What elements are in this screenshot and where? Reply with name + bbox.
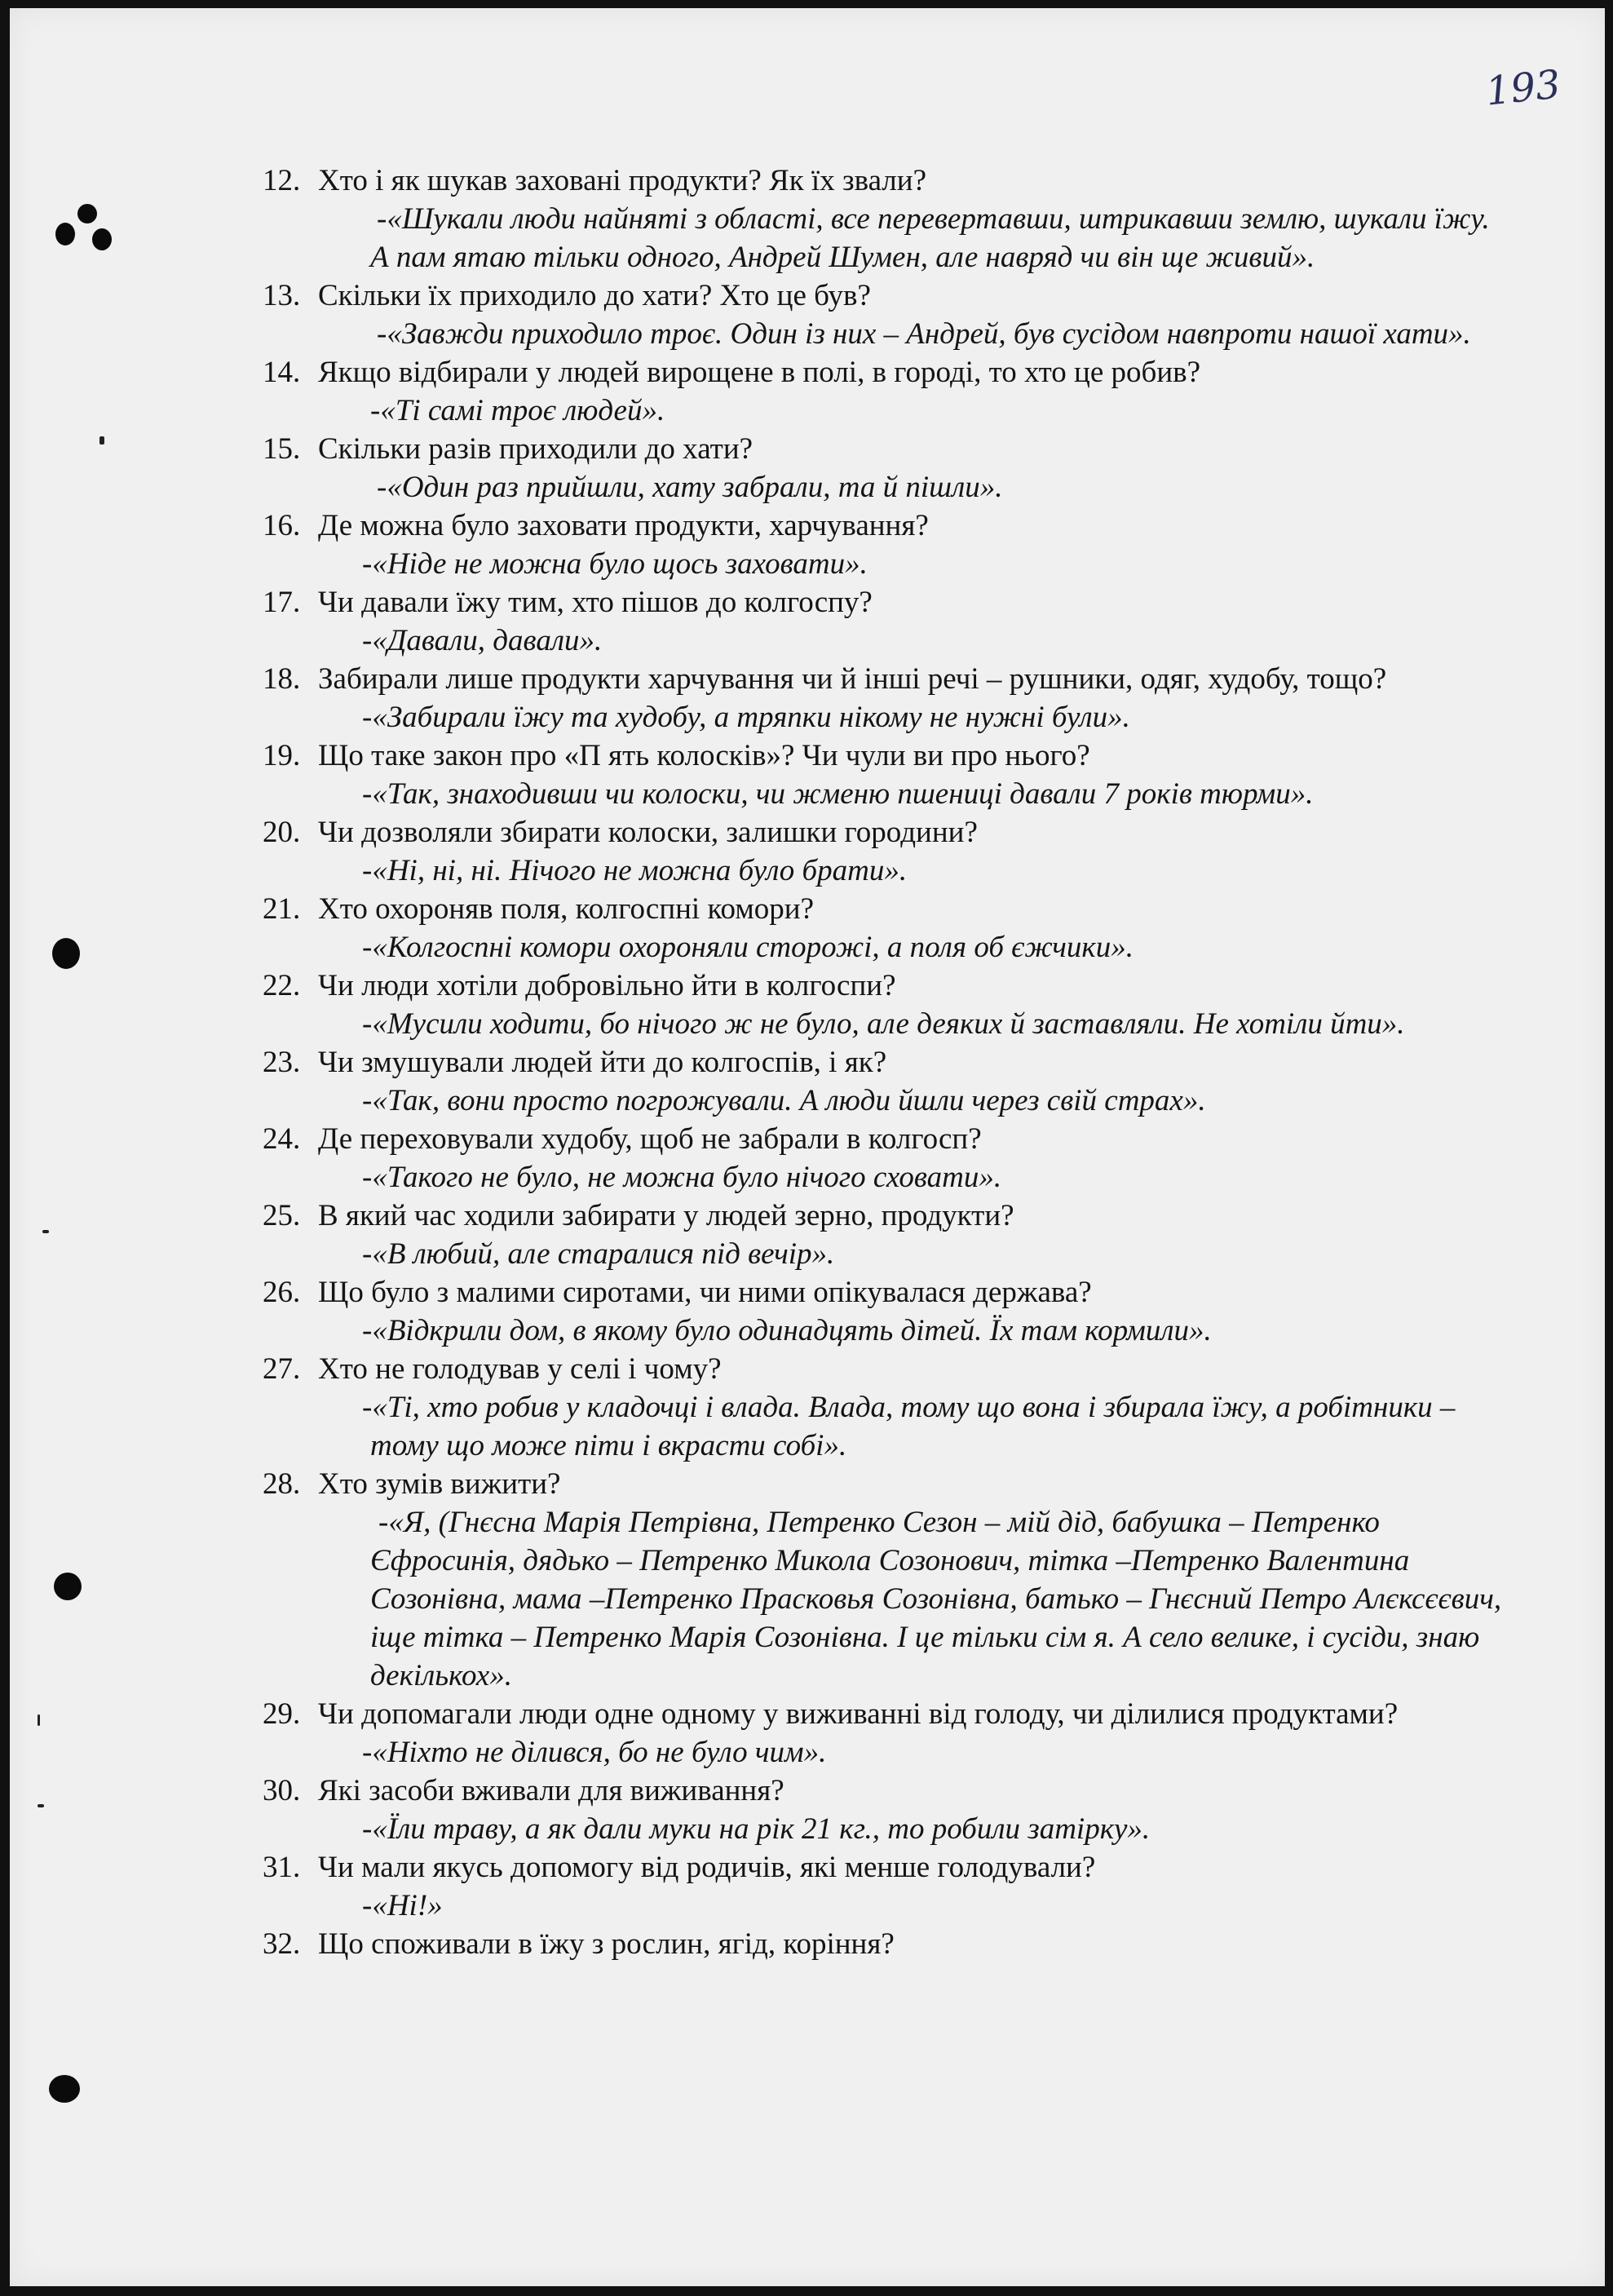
answer-text: -«Забирали їжу та худобу, а тряпки нікому не нужні були». bbox=[362, 701, 1130, 734]
question bbox=[263, 660, 1502, 698]
handwritten-page-number: 193 bbox=[1483, 61, 1563, 115]
question-number: 15. bbox=[263, 432, 301, 466]
question-text: Хто зумів вижити? bbox=[318, 1467, 561, 1501]
question-text: Чи змушували людей йти до колгоспів, і як? bbox=[318, 1046, 887, 1079]
answer-text: -«В любий, але старалися під вечір». bbox=[362, 1237, 835, 1271]
question bbox=[263, 1350, 1502, 1388]
question bbox=[263, 890, 1502, 928]
question-number: 32. bbox=[263, 1927, 301, 1961]
question-number: 18. bbox=[263, 662, 301, 696]
question bbox=[263, 967, 1502, 1005]
question bbox=[263, 1465, 1502, 1503]
question-text: Скільки їх приходило до хати? Хто це був? bbox=[318, 279, 871, 312]
question-text: Чи давали їжу тим, хто пішов до колгоспу? bbox=[318, 586, 873, 619]
question-number: 25. bbox=[263, 1199, 301, 1232]
answer-text: -«Ніхто не ділився, бо не було чим». bbox=[362, 1736, 827, 1769]
question-text: Скільки разів приходили до хати? bbox=[318, 432, 753, 466]
punch-hole bbox=[55, 223, 75, 246]
margin-speck bbox=[38, 1804, 44, 1807]
question-number: 28. bbox=[263, 1467, 301, 1501]
question bbox=[263, 1273, 1502, 1312]
qa-item bbox=[263, 660, 1502, 737]
qa-item bbox=[263, 353, 1502, 430]
margin-speck bbox=[99, 436, 104, 445]
qa-item bbox=[263, 1465, 1502, 1695]
answer-text: -«Мусили ходити, бо нічого ж не було, але деяких й заставляли. Не хотіли йти». bbox=[362, 1007, 1405, 1041]
question-text: Що таке закон про «П ять колосків»? Чи чули ви про нього? bbox=[318, 739, 1090, 772]
answer-text: -«Ті, хто робив у кладочці і влада. Влада, тому що вона і збирала їжу, а робітники – тому що може піти і вкрасти собі». bbox=[362, 1391, 1456, 1462]
question-number: 27. bbox=[263, 1352, 301, 1386]
question bbox=[263, 430, 1502, 468]
answer-text: -«Відкрили дом, в якому було одинадцять дітей. Їх там кормили». bbox=[362, 1314, 1212, 1347]
qa-item bbox=[263, 583, 1502, 660]
question bbox=[263, 276, 1502, 315]
qa-item bbox=[263, 967, 1502, 1043]
answer-text: -«Ті самі троє людей». bbox=[370, 394, 665, 427]
question bbox=[263, 583, 1502, 622]
answer-text: -«Завжди приходило троє. Один із них – Андрей, був сусідом навпроти нашої хати». bbox=[377, 317, 1471, 351]
qa-item bbox=[263, 1043, 1502, 1120]
qa-item bbox=[263, 1772, 1502, 1848]
qa-item bbox=[263, 1695, 1502, 1772]
qa-item bbox=[263, 737, 1502, 813]
punch-hole bbox=[52, 938, 80, 969]
answer-text: -«Ні!» bbox=[362, 1889, 443, 1922]
question-number: 20. bbox=[263, 816, 301, 849]
qa-item bbox=[263, 1925, 1502, 1963]
question bbox=[263, 507, 1502, 545]
answer-text: -«Так, знаходивши чи колоски, чи жменю пшениці давали 7 років тюрми». bbox=[362, 777, 1314, 811]
question-text: Забирали лише продукти харчування чи й інші речі – рушники, одяг, худобу, тощо? bbox=[318, 662, 1387, 696]
question-text: Що споживали в їжу з рослин, ягід, коріння? bbox=[318, 1927, 895, 1961]
question-number: 22. bbox=[263, 969, 301, 1002]
question-number: 26. bbox=[263, 1276, 301, 1309]
question bbox=[263, 1925, 1502, 1963]
qa-item bbox=[263, 813, 1502, 890]
question-number: 14. bbox=[263, 356, 301, 389]
qa-item bbox=[263, 276, 1502, 353]
question bbox=[263, 161, 1502, 200]
answer-text: -«Їли траву, а як дали муки на рік 21 кг., то робили затірку». bbox=[362, 1812, 1151, 1846]
answer-text: -«Один раз прийшли, хату забрали, та й пішли». bbox=[377, 471, 1003, 504]
answer-text: -«Ніде не можна було щось заховати». bbox=[362, 547, 868, 581]
qa-item bbox=[263, 1848, 1502, 1925]
question-text: Хто не голодував у селі і чому? bbox=[318, 1352, 722, 1386]
question-number: 30. bbox=[263, 1774, 301, 1807]
qa-item bbox=[263, 1120, 1502, 1197]
question bbox=[263, 1043, 1502, 1082]
qa-item bbox=[263, 161, 1502, 276]
question-number: 19. bbox=[263, 739, 301, 772]
qa-item bbox=[263, 430, 1502, 507]
question-text: Чи люди хотіли добровільно йти в колгоспи? bbox=[318, 969, 896, 1002]
margin-speck bbox=[38, 1714, 40, 1726]
question-text: В який час ходили забирати у людей зерно, продукти? bbox=[318, 1199, 1014, 1232]
question bbox=[263, 1848, 1502, 1887]
question-number: 29. bbox=[263, 1697, 301, 1731]
question-text: Чи мали якусь допомогу від родичів, які менше голодували? bbox=[318, 1851, 1096, 1884]
question bbox=[263, 1772, 1502, 1810]
questionnaire-list bbox=[263, 161, 1502, 1963]
punch-hole bbox=[49, 2075, 80, 2103]
document-page bbox=[10, 8, 1605, 2286]
qa-item bbox=[263, 890, 1502, 967]
question-number: 12. bbox=[263, 164, 301, 197]
margin-speck bbox=[42, 1230, 49, 1233]
question-number: 23. bbox=[263, 1046, 301, 1079]
question-number: 16. bbox=[263, 509, 301, 542]
answer-text: -«Я, (Гнєсна Марія Петрівна, Петренко Сезон – мій дід, бабушка – Петренко Єфросинія, дядько – Петренко Микола Созонович, тітка –Петренко Валентина Созонівна, мама –Петренко Прасковья Созонівна, батько – Гнєсний Петро Алєксєєвич, іще тітка – Петренко Марія Созонівна. І це тільки сім я. А село велике, і сусіди, знаю декількох». bbox=[370, 1506, 1502, 1692]
question-number: 31. bbox=[263, 1851, 301, 1884]
question-text: Хто охороняв поля, колгоспні комори? bbox=[318, 892, 814, 926]
question-number: 21. bbox=[263, 892, 301, 926]
question-text: Чи допомагали люди одне одному у виживанні від голоду, чи ділилися продуктами? bbox=[318, 1697, 1399, 1731]
question-text: Якщо відбирали у людей вирощене в полі, в городі, то хто це робив? bbox=[318, 356, 1201, 389]
question-text: Де можна було заховати продукти, харчування? bbox=[318, 509, 929, 542]
question bbox=[263, 353, 1502, 392]
question bbox=[263, 813, 1502, 852]
question bbox=[263, 1695, 1502, 1733]
question-number: 24. bbox=[263, 1122, 301, 1156]
question-number: 17. bbox=[263, 586, 301, 619]
answer-text: -«Ні, ні, ні. Нічого не можна було брати». bbox=[362, 854, 908, 887]
question bbox=[263, 737, 1502, 775]
punch-hole bbox=[92, 228, 112, 250]
question-text: Які засоби вживали для виживання? bbox=[318, 1774, 784, 1807]
punch-hole bbox=[77, 204, 97, 223]
question-number: 13. bbox=[263, 279, 301, 312]
qa-item bbox=[263, 507, 1502, 583]
qa-item bbox=[263, 1197, 1502, 1273]
question-text: Хто і як шукав заховані продукти? Як їх звали? bbox=[318, 164, 926, 197]
answer-text: -«Такого не було, не можна було нічого сховати». bbox=[362, 1161, 1002, 1194]
qa-item bbox=[263, 1350, 1502, 1465]
answer-text: -«Колгоспні комори охороняли сторожі, а поля об єжчики». bbox=[362, 931, 1134, 964]
question bbox=[263, 1197, 1502, 1235]
answer-text: -«Давали, давали». bbox=[362, 624, 603, 657]
question bbox=[263, 1120, 1502, 1158]
question-text: Чи дозволяли збирати колоски, залишки городини? bbox=[318, 816, 978, 849]
answer-text: -«Так, вони просто погрожували. А люди йшли через свій страх». bbox=[362, 1084, 1206, 1117]
question-text: Що було з малими сиротами, чи ними опікувалася держава? bbox=[318, 1276, 1092, 1309]
qa-item bbox=[263, 1273, 1502, 1350]
punch-hole bbox=[54, 1573, 82, 1600]
question-text: Де переховували худобу, щоб не забрали в колгосп? bbox=[318, 1122, 982, 1156]
answer-text: -«Шукали люди найняті з області, все перевертавши, штрикавши землю, шукали їжу. А пам ятаю тільки одного, Андрей Шумен, але навряд чи він ще живий». bbox=[370, 202, 1490, 274]
